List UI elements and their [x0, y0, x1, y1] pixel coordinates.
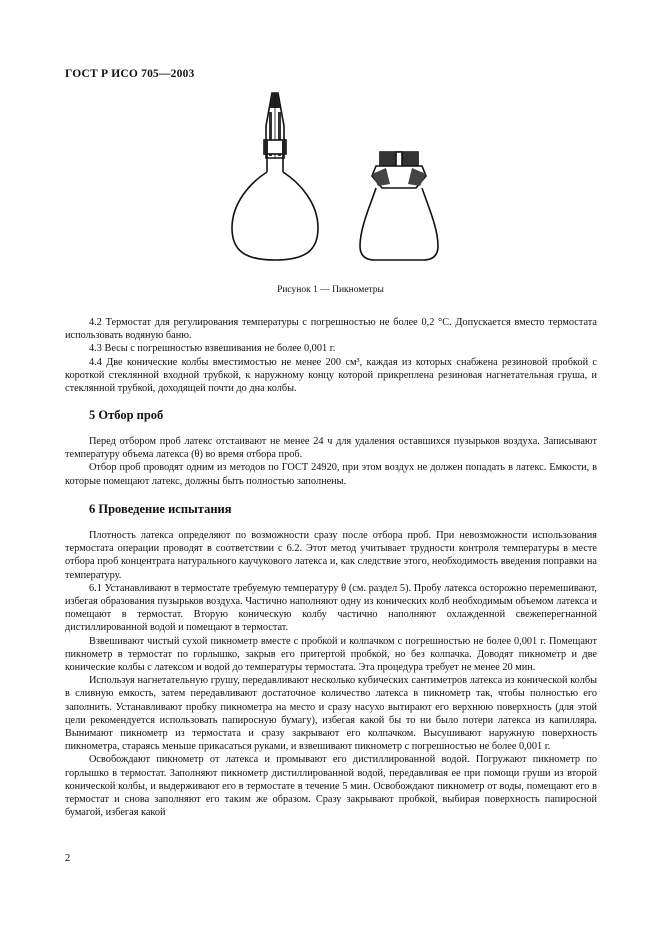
paragraph: Отбор проб проводят одним из методов по ГОСТ 24920, при этом воздух не должен попадать в латекс. Емкости, в которые помещают латекс, должны быть полностью заполнены. — [65, 462, 597, 487]
section-heading-sampling: 5 Отбор проб — [89, 408, 164, 422]
page-number: 2 — [65, 853, 71, 864]
paragraph: Плотность латекса определяют по возможности сразу после отбора проб. При невозможности использования термостата операции проводят в соответствии с 6.2. Этот метод учитывает трудности контроля температуры в месте отбора проб концентрата натурального каучукового латекса и, как следствие этого, необходимость введения поправки на температуру. — [65, 530, 597, 581]
paragraph: Освобождают пикнометр от латекса и промывают его дистиллированной водой. Погружают пикнометр по горлышко в термостат. Заполняют пикнометр дистиллированной водой, передавливая ее при помощи груши из второй конической колбы, и выдерживают его в термостате в течение 5 мин. Освобождают пикнометр от воды, помещают его в термостат и снова заполняют его таким же образом. Сразу закрывают пробкой, выбирая поверхность папиросной бумагой, избегая какой — [65, 754, 597, 819]
pycnometers-figure — [210, 88, 450, 278]
paragraph: Взвешивают чистый сухой пикнометр вместе с пробкой и колпачком с погрешностью не более 0,001 г. Помещают пикнометр в термостат по горлышко, закрыв его притертой пробкой, но без колпачка. Доводят пикнометр и две конические колбы с латексом и водой до температуры термостата. Эта процедура требует не менее 20 мин. — [65, 635, 597, 674]
paragraph: 4.2 Термостат для регулирования температуры с погрешностью не более 0,2 °С. Допускается вместо термостата использовать водяную баню. — [65, 317, 597, 342]
paragraph: 6.1 Устанавливают в термостате требуемую температуру θ (см. раздел 5). Пробу латекса осторожно перемешивают, избегая образования пузырьков воздуха. Частично наполняют одну из конических колб необходимым объемом латекса и помещают в термостат. Вторую коническую колбу частично наполняют охлажденной свежеперегнанной дистиллированной водой и помещают в термостат. — [65, 582, 597, 634]
bottle-pycnometer-drawing — [360, 152, 438, 260]
figure-caption: Рисунок 1 — Пикнометры — [277, 285, 384, 295]
paragraph: 4.3 Весы с погрешностью взвешивания не более 0,001 г. — [89, 343, 336, 355]
paragraph: 4.4 Две конические колбы вместимостью не менее 200 см³, каждая из которых снабжена резиновой пробкой с короткой стеклянной входной трубкой, к наружному концу которой прикреплена резиновая нагнетательная груша, и стеклянной трубкой, доходящей почти до дна колбы. — [65, 356, 597, 395]
section-procedure-text — [65, 529, 597, 819]
equipment-list — [65, 316, 597, 395]
section-sampling-text — [65, 435, 597, 488]
round-pycnometer-drawing — [232, 93, 318, 260]
document-header: ГОСТ Р ИСО 705—2003 — [65, 68, 195, 80]
paragraph: Перед отбором проб латекс отстаивают не менее 24 ч для удаления оставшихся пузырьков воздуха. Записывают температуру объема латекса (θ) во время отбора проб. — [65, 436, 597, 461]
section-heading-procedure: 6 Проведение испытания — [89, 502, 232, 516]
paragraph: Используя нагнетательную грушу, передавливают несколько кубических сантиметров латекса из конической колбы в сливную емкость, затем передавливают достаточное количество латекса в пикнометр так, чтобы полностью его заполнить. Устанавливают пробку пикнометра на место и сразу насухо вытирают его верхнюю поверхность (для этой цели рекомендуется использовать папиросную бумагу), избегая какой бы то ни было потери латекса из капилляра. Вынимают пикнометр из термостата и сразу закрывают его колпачком. Высушивают наружную поверхность пикнометра, стараясь меньше прикасаться руками, и взвешивают пикнометр с погрешностью не более 0,001 г. — [65, 675, 597, 753]
